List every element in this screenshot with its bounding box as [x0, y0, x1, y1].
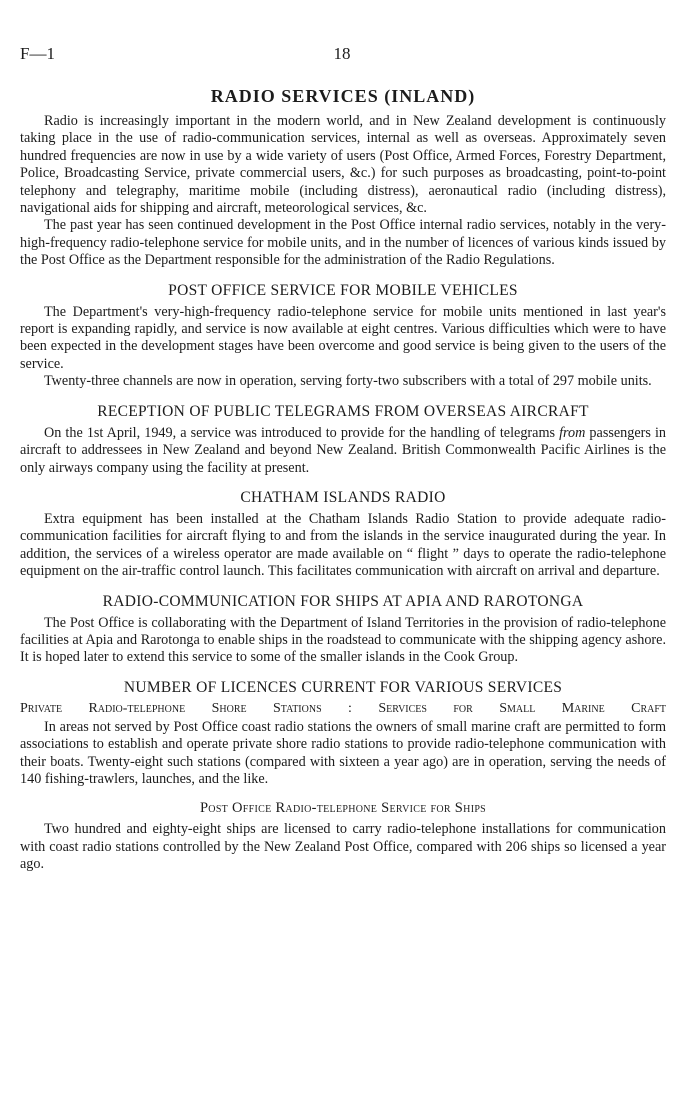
running-head [20, 44, 664, 66]
intro-paragraph-1: Radio is increasingly important in the modern world, and in New Zealand development is continuously taking place in the use of radio-communication services, internal as well as overseas. Approximately seven hundred frequencies are now in use by a wide variety of users (Post Office, Armed Forces, Forestry Department, Police, Broadcasting Service, private commercial users, &c.) for such purposes as broadcasting, point-to-point telephony and telegraphy, maritime mobile (including distress), aeronautical radio (including distress), navigational aids for shipping and aircraft, meteorological services, &c. [20, 113, 666, 217]
licences-paragraph-2: Two hundred and eighty-eight ships are licensed to carry radio-telephone installations for communication with coast radio stations controlled by the New Zealand Post Office, compared with 206 ships so licensed a year ago. [20, 821, 666, 873]
aircraft-text-before: On the 1st April, 1949, a service was introduced to provide for the handling of telegrams [44, 424, 560, 441]
licences-paragraph-1: In areas not served by Post Office coast radio stations the owners of small marine craft are permitted to form associations to establish and operate private shore radio stations to provide radio-telephone communication with their boats. Twenty-eight such stations (compared with sixteen a year ago) are in operation, serving the needs of 140 fishing-trawlers, launches, and the like. [20, 718, 666, 787]
section-heading-apia-rarotonga: RADIO-COMMUNICATION FOR SHIPS AT APIA AND RAROTONGA [102, 592, 584, 610]
section-heading-chatham-islands: CHATHAM ISLANDS RADIO [240, 488, 446, 506]
subheading-ships-service: Post Office Radio-telephone Service for Ships [199, 800, 487, 817]
aircraft-text-after: passengers in aircraft to addressees in New Zealand and beyond New Zealand. British Commonwealth Pacific Airlines is the only airways company using the facility at present. [20, 424, 666, 476]
subheading-private-shore-stations: Private Radio-telephone Shore Stations : Services for Small Marine Craft [20, 700, 666, 716]
aircraft-text-emphasis: from [559, 424, 586, 441]
section-heading-licences: NUMBER OF LICENCES CURRENT FOR VARIOUS SERVICES [123, 678, 563, 696]
section-heading-mobile-vehicles: POST OFFICE SERVICE FOR MOBILE VEHICLES [168, 281, 518, 299]
section-heading-overseas-aircraft: RECEPTION OF PUBLIC TELEGRAMS FROM OVERSEAS AIRCRAFT [97, 402, 589, 420]
page-number: 18 [333, 44, 351, 63]
page-title: RADIO SERVICES (INLAND) [210, 86, 476, 106]
apia-paragraph: The Post Office is collaborating with the Department of Island Territories in the provision of radio-telephone facilities at Apia and Rarotonga to enable ships in the roadstead to communicate with the shipping agency ashore. It is hoped later to extend this service to some of the smaller islands in the Cook Group. [20, 614, 666, 666]
mobile-paragraph-1: The Department's very-high-frequency radio-telephone service for mobile units mentioned in last year's report is expanding rapidly, and service is now available at eight centres. Various difficulties which were to have been expected in the development stages have been overcome and good service is being given to the users of the service. [20, 303, 666, 372]
page-content [20, 86, 666, 874]
mobile-paragraph-2: Twenty-three channels are now in operation, serving forty-two subscribers with a total of 297 mobile units. [44, 373, 652, 390]
aircraft-paragraph [20, 425, 666, 477]
intro-paragraph-2: The past year has seen continued development in the Post Office internal radio services, notably in the very-high-frequency radio-telephone service for mobile units, and in the number of licences of various kinds issued by the Post Office as the Department responsible for the administration of the Radio Regulations. [20, 217, 666, 269]
document-reference: F—1 [20, 44, 55, 63]
chatham-paragraph: Extra equipment has been installed at the Chatham Islands Radio Station to provide adequate radio-communication facilities for aircraft flying to and from the islands in the service inaugurated during the year. In addition, the services of a wireless operator are made available on “ flight ” days to operate the radio-telephone equipment on the air-traffic control launch. This facilitates communication with aircraft on arrival and departure. [20, 510, 666, 580]
